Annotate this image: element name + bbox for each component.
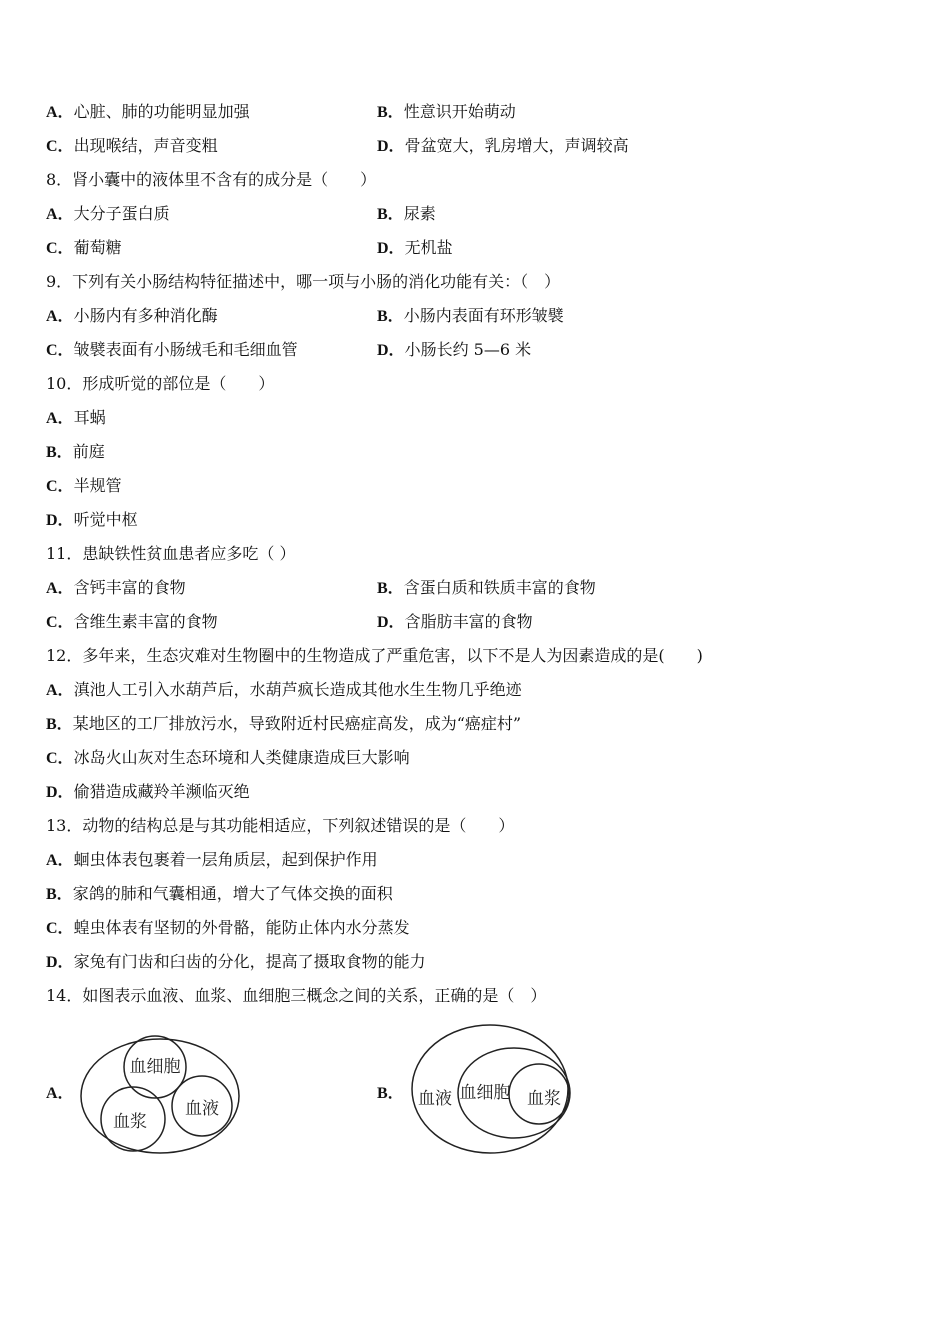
q7-option-d: D．骨盆宽大，乳房增大，声调较高 <box>377 136 629 155</box>
label-outer: 血液 <box>418 1089 452 1109</box>
q14-diagram-a <box>78 1035 244 1157</box>
label-right: 血液 <box>185 1099 219 1119</box>
q9-option-a: A．小肠内有多种消化酶 <box>46 306 218 325</box>
q11-option-b: B．含蛋白质和铁质丰富的食物 <box>377 578 596 597</box>
q8-option-a: A．大分子蛋白质 <box>46 204 170 223</box>
q8-stem: 8．肾小囊中的液体里不含有的成分是（ ） <box>46 170 377 189</box>
q8-option-b: B．尿素 <box>377 204 436 223</box>
q12-stem: 12．多年来，生态灾难对生物圈中的生物造成了严重危害，以下不是人为因素造成的是( ) <box>46 646 703 665</box>
label-left: 血浆 <box>113 1112 147 1132</box>
q7-option-b: B．性意识开始萌动 <box>377 102 516 121</box>
q8-option-d: D．无机盐 <box>377 238 453 257</box>
q9-stem: 9．下列有关小肠结构特征描述中，哪一项与小肠的消化功能有关：（ ） <box>46 272 561 291</box>
q10-option-d: D．听觉中枢 <box>46 510 138 529</box>
q13-option-a: A．蛔虫体表包裹着一层角质层，起到保护作用 <box>46 850 378 869</box>
label-inner: 血浆 <box>527 1089 561 1109</box>
q13-stem: 13．动物的结构总是与其功能相适应，下列叙述错误的是（ ） <box>46 816 515 835</box>
q7-option-c: C．出现喉结，声音变粗 <box>46 136 218 155</box>
q14-option-a-label: A． <box>46 1085 74 1102</box>
q12-option-d: D．偷猎造成藏羚羊濒临灭绝 <box>46 782 250 801</box>
label-top: 血细胞 <box>129 1057 181 1077</box>
q13-option-b: B．家鸽的肺和气囊相通，增大了气体交换的面积 <box>46 884 393 903</box>
q13-option-d: D．家兔有门齿和臼齿的分化，提高了摄取食物的能力 <box>46 952 426 971</box>
q10-option-c: C．半规管 <box>46 476 122 495</box>
q12-option-b: B．某地区的工厂排放污水，导致附近村民癌症高发，成为“癌症村” <box>46 714 522 733</box>
q10-option-a: A．耳蜗 <box>46 408 106 427</box>
q14-stem: 14．如图表示血液、血浆、血细胞三概念之间的关系，正确的是（ ） <box>46 986 547 1005</box>
q12-option-a: A．滇池人工引入水葫芦后，水葫芦疯长造成其他水生生物几乎绝迹 <box>46 680 522 699</box>
q14-option-b-label: B． <box>377 1085 404 1102</box>
q10-stem: 10．形成听觉的部位是（ ） <box>46 374 275 393</box>
q9-option-c: C．皱襞表面有小肠绒毛和毛细血管 <box>46 340 298 359</box>
q11-option-a: A．含钙丰富的食物 <box>46 578 186 597</box>
q11-option-d: D．含脂肪丰富的食物 <box>377 612 533 631</box>
q12-option-c: C．冰岛火山灰对生态环境和人类健康造成巨大影响 <box>46 748 410 767</box>
q14-diagram-b <box>410 1022 574 1156</box>
q10-option-b: B．前庭 <box>46 442 105 461</box>
q7-option-a: A．心脏、肺的功能明显加强 <box>46 102 250 121</box>
q8-option-c: C．葡萄糖 <box>46 238 122 257</box>
q9-option-b: B．小肠内表面有环形皱襞 <box>377 306 564 325</box>
label-middle: 血细胞 <box>459 1083 511 1103</box>
q9-option-d: D．小肠长约 5—6 米 <box>377 340 532 359</box>
q13-option-c: C．蝗虫体表有坚韧的外骨骼，能防止体内水分蒸发 <box>46 918 410 937</box>
q11-stem: 11．患缺铁性贫血患者应多吃（ ） <box>46 544 296 563</box>
q11-option-c: C．含维生素丰富的食物 <box>46 612 218 631</box>
